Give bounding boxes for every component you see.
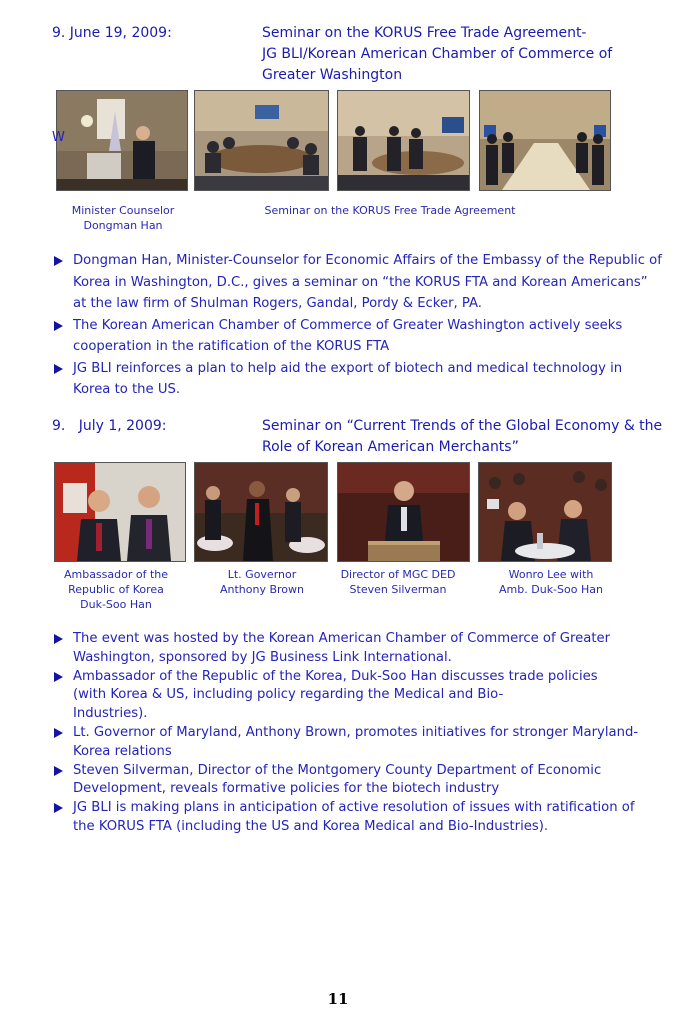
- bullet-line: Ambassador of the Republic of the Korea, Duk-Soo Han discusses trade policies: [73, 668, 598, 684]
- caption-line: Wonro Lee with: [508, 568, 594, 581]
- caption-director-mgc: [332, 567, 464, 597]
- caption-lt-governor: [196, 567, 328, 597]
- photo-seminar-room-1: [194, 90, 329, 191]
- list-item: [52, 762, 667, 800]
- caption-seminar: [250, 203, 530, 218]
- section1-title-line: JG BLI/Korean American Chamber of Commerce of: [262, 46, 613, 62]
- section2-title-line: Role of Korean American Merchants”: [262, 439, 519, 455]
- caption-line: Steven Silverman: [349, 583, 447, 596]
- caption-line: Duk-Soo Han: [80, 598, 152, 611]
- photo-seminar-room-3: [479, 90, 611, 191]
- bullet-line: (with Korea & US, including policy regarding the Medical and Bio-: [73, 687, 504, 703]
- bullet-line: JG BLI is making plans in anticipation of active resolution of issues with ratification of: [73, 800, 635, 816]
- section1-date: 9. June 19, 2009:: [52, 25, 172, 41]
- list-item: [52, 358, 662, 401]
- section2-date: 9. July 1, 2009:: [52, 418, 167, 434]
- bullet-line: Steven Silverman, Director of the Montgomery County Department of Economic: [73, 762, 602, 778]
- list-item: [52, 250, 662, 315]
- photo-wonro-lee: [478, 462, 612, 562]
- bullet-triangle-icon: [54, 803, 63, 813]
- section2-title: [262, 416, 662, 458]
- photo-director-mgc: [337, 462, 470, 562]
- page-number: 11: [327, 990, 349, 1008]
- caption-line: Lt. Governor: [227, 568, 297, 581]
- bullet-line: Industries).: [73, 706, 148, 722]
- list-item: [52, 315, 662, 358]
- section1-bullets: [52, 250, 662, 401]
- bullet-triangle-icon: [54, 634, 63, 644]
- photo-lt-governor: [194, 462, 328, 562]
- caption-line: Dongman Han: [83, 219, 163, 232]
- list-item: [52, 724, 667, 762]
- bullet-triangle-icon: [54, 728, 63, 738]
- bullet-line: the KORUS FTA (including the US and Korea Medical and Bio-Industries).: [73, 818, 549, 834]
- bullet-triangle-icon: [54, 672, 63, 682]
- bullet-line: Development, reveals formative policies for the biotech industry: [73, 781, 500, 797]
- caption-wonro-lee: [476, 567, 626, 597]
- caption-line: Minister Counselor: [71, 204, 175, 217]
- stray-letter: W: [52, 130, 65, 145]
- list-item: [52, 630, 667, 668]
- list-item: [52, 799, 667, 837]
- bullet-text: Dongman Han, Minister-Counselor for Economic Affairs of the Embassy of the Republic of Korea in Washington, D.C., gives a seminar on “the KORUS FTA and Korean Americans” at the law firm of Shulman Rogers, Gandal, Pordy & Ecker, PA.: [73, 253, 662, 311]
- caption-line: Republic of Korea: [68, 583, 164, 596]
- section1-title-line: Greater Washington: [262, 67, 403, 83]
- bullet-triangle-icon: [54, 364, 63, 374]
- bullet-triangle-icon: [54, 256, 63, 266]
- caption-line: Ambassador of the: [63, 568, 169, 581]
- caption-line: Anthony Brown: [219, 583, 304, 596]
- bullet-text: JG BLI reinforces a plan to help aid the export of biotech and medical technology in Korea to the US.: [73, 360, 623, 397]
- bullet-line: Lt. Governor of Maryland, Anthony Brown, promotes initiatives for stronger Maryland-: [73, 724, 639, 740]
- bullet-line: Korea relations: [73, 743, 172, 759]
- bullet-line: The event was hosted by the Korean American Chamber of Commerce of Greater: [73, 631, 611, 646]
- section1-title-line: Seminar on the KORUS Free Trade Agreement-: [262, 25, 587, 41]
- caption-ambassador: [50, 567, 182, 612]
- bullet-line: Washington, sponsored by JG Business Link International.: [73, 649, 452, 665]
- caption-line: Amb. Duk-Soo Han: [499, 583, 603, 596]
- photo-ambassador: [54, 462, 186, 562]
- bullet-text: The Korean American Chamber of Commerce of Greater Washington actively seeks cooperation in the ratification of the KORUS FTA: [73, 317, 623, 354]
- bullet-triangle-icon: [54, 321, 63, 331]
- list-item: [52, 668, 667, 724]
- bullet-triangle-icon: [54, 766, 63, 776]
- photo-seminar-room-2: [337, 90, 470, 191]
- section1-title: [262, 23, 612, 86]
- section2-bullets: [52, 630, 667, 837]
- section2-title-line: Seminar on “Current Trends of the Global Economy & the: [262, 418, 663, 434]
- caption-line: Director of MGC DED: [340, 568, 456, 581]
- photo-minister-counselor: [56, 90, 188, 191]
- caption-minister-counselor: [58, 203, 188, 233]
- caption-line: Seminar on the KORUS Free Trade Agreement: [264, 204, 516, 217]
